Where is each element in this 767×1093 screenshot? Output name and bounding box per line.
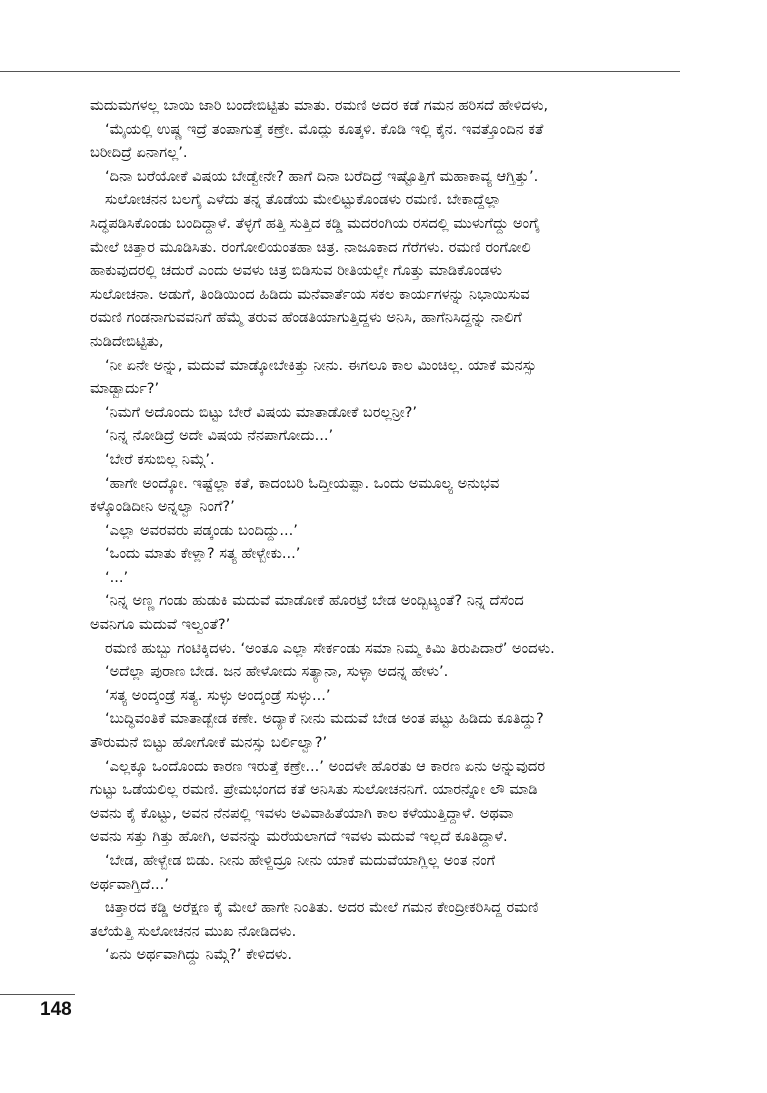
text-line: ಕಳ್ಕೊಂಡಿದೀನಿ ಅನ್ನಲ್ವಾ ನಿಂಗೆ?’ (90, 498, 235, 516)
text-line: ‘ಸತ್ಯ ಅಂದ್ಕಂಡ್ರೆ ಸತ್ಯ. ಸುಳ್ಳು ಅಂದ್ಕಂಡ್ರೆ ಸುಳ್ಳು...’ (105, 686, 331, 704)
text-line: ‘ಬೇರೆ ಕಸುಬಿಲ್ಲ ನಿಮ್ಗೆ’. (105, 450, 215, 468)
text-line: ‘ಎಲ್ಲಾ ಅವರವರು ಪಡ್ಕಂಡು ಬಂದಿದ್ದು...’ (105, 521, 298, 539)
text-line: ‘ಎಲ್ಲಕ್ಕೂ ಒಂದೊಂದು ಕಾರಣ ಇರುತ್ತೆ ಕಣ್ರೇ...’ ಅಂದಳೇ ಹೊರತು ಆ ಕಾರಣ ಏನು ಅನ್ನುವುದರ (105, 757, 546, 775)
text-line: ಮದುಮಗಳಲ್ಲ ಬಾಯಿ ಜಾರಿ ಬಂದೇಬಿಟ್ಟಿತು ಮಾತು. ರಮಣಿ ಅದರ ಕಡೆ ಗಮನ ಹರಿಸದೆ ಹೇಳಿದಳು, (90, 97, 549, 114)
text-line: ‘ಹಾಗೇ ಅಂದ್ಕೋ. ಇಷ್ಟೆಲ್ಲಾ ಕತೆ, ಕಾದಂಬರಿ ಓದ್ತೀಯಪ್ಪಾ. ಒಂದು ಅಮೂಲ್ಯ ಅನುಭವ (105, 474, 500, 492)
text-line: ಅವನಿಗೂ ಮದುವೆ ಇಲ್ವಂತೆ?’ (90, 616, 231, 634)
text-line: ಗುಟ್ಟು ಒಡೆಯಲಿಲ್ಲ ರಮಣಿ. ಪ್ರೇಮಭಂಗದ ಕತೆ ಅನಿಸಿತು ಸುಲೋಚನನಿಗೆ. ಯಾರನ್ನೋ ಲೌ ಮಾಡಿ (90, 781, 538, 799)
text-line: ಅವನು ಕೈ ಕೊಟ್ಟು, ಅವನ ನೆನಪಲ್ಲಿ ಇವಳು ಅವಿವಾಹಿತೆಯಾಗಿ ಕಾಲ ಕಳೆಯುತ್ತಿದ್ದಾಳೆ. ಅಥವಾ (90, 804, 514, 822)
text-line: ಮೇಲೆ ಚಿತ್ತಾರ ಮೂಡಿಸಿತು. ರಂಗೋಲಿಯಂತಹಾ ಚಿತ್ರ. ನಾಜೂಕಾದ ಗೆರೆಗಳು. ರಮಣಿ ರಂಗೋಲಿ (90, 238, 531, 256)
footer-rule (0, 994, 75, 995)
text-line: ‘ಒಂದು ಮಾತು ಕೇಳ್ಲಾ? ಸತ್ಯ ಹೇಳ್ಬೇಕು...’ (105, 545, 301, 563)
text-line: ತೌರುಮನೆ ಬಿಟ್ಟು ಹೋಗೋಕೆ ಮನಸ್ಸು ಬರ್ಲಿಲ್ವಾ?’ (90, 734, 328, 752)
text-line: ‘ಬೇಡ, ಹೇಳ್ಬೇಡ ಬಿಡು. ನೀನು ಹೇಳ್ದಿದ್ರೂ ನೀನು ಯಾಕೆ ಮದುವೆಯಾಗ್ಲಿಲ್ಲ ಅಂತ ನಂಗೆ (105, 852, 496, 869)
text-line: ತಲೆಯೆತ್ತಿ ಸುಲೋಚನನ ಮುಖ ನೋಡಿದಳು. (90, 922, 297, 940)
text-line: ಅರ್ಥವಾಗ್ತಿದೆ...’ (90, 875, 169, 893)
text-line: ಹಾಕುವುದರಲ್ಲಿ ಚದುರೆ ಎಂದು ಅವಳು ಚಿತ್ರ ಬಿಡಿಸುವ ರೀತಿಯಲ್ಲೇ ಗೊತ್ತು ಮಾಡಿಕೊಂಡಳು (90, 262, 503, 280)
text-line: ‘ನಿನ್ನ ನೋಡಿದ್ರೆ ಅದೇ ವಿಷಯ ನೆನಪಾಗೋದು...’ (105, 427, 334, 445)
text-line: ‘ಅದೆಲ್ಲಾ ಪುರಾಣ ಬೇಡ. ಜನ ಹೇಳೋದು ಸತ್ಯಾನಾ, ಸುಳ್ಳಾ ಅದನ್ನ ಹೇಳು’. (105, 663, 449, 681)
text-line: ರಮಣಿ ಹುಬ್ಬು ಗಂಟಿಕ್ಕಿದಳು. ‘ಅಂತೂ ಎಲ್ಲಾ ಸೇರ್ಕಂಡು ಸಮಾ ನಿಮ್ಮ ಕಿಮಿ ತಿರುಪಿದಾರೆ’ ಅಂದಳು. (105, 639, 555, 657)
text-line: ‘ದಿನಾ ಬರೆಯೋಕೆ ವಿಷಯ ಬೇಡ್ವೇನೇ? ಹಾಗೆ ದಿನಾ ಬರೆದಿದ್ರೆ ಇಷ್ಟೊತ್ತಿಗೆ ಮಹಾಕಾವ್ಯ ಆಗ್ತಿತ್ತು’. (105, 167, 539, 185)
text-line: ‘ಬುದ್ಧಿವಂತಿಕೆ ಮಾತಾಡ್ಬೇಡ ಕಣೇ. ಅದ್ಯಾಕೆ ನೀನು ಮದುವೆ ಬೇಡ ಅಂತ ಪಟ್ಟು ಹಿಡಿದು ಕೂತಿದ್ದು? (105, 710, 544, 728)
text-line: ಚಿತ್ತಾರದ ಕಡ್ಡಿ ಅರೆಕ್ಷಣ ಕೈ ಮೇಲೆ ಹಾಗೇ ನಿಂತಿತು. ಅದರ ಮೇಲೆ ಗಮನ ಕೇಂದ್ರೀಕರಿಸಿದ್ದ ರಮಣಿ (105, 899, 539, 917)
text-line: ಸುಲೋಚನಾ. ಅಡುಗೆ, ತಿಂಡಿಯಿಂದ ಹಿಡಿದು ಮನೆವಾರ್ತೆಯ ಸಕಲ ಕಾರ್ಯಗಳನ್ನು ನಿಭಾಯಿಸುವ (90, 285, 530, 303)
text-line: ‘ಮೈಯಲ್ಲಿ ಉಷ್ಣ ಇದ್ರೆ ತಂಪಾಗುತ್ತೆ ಕಣ್ರೇ. ಮೊದ್ಲು ಕೂತ್ಕಳಿ. ಕೊಡಿ ಇಲ್ಲಿ ಕೈನ. ಇವತ್ತೊಂದಿನ ಕತೆ (105, 120, 544, 138)
text-line: ‘ಏನು ಅರ್ಥವಾಗಿದ್ದು ನಿಮ್ಗೆ?’ ಕೇಳಿದಳು. (105, 946, 292, 964)
text-line: ‘ನಿಮಗೆ ಅದೊಂದು ಬಿಟ್ಟು ಬೇರೆ ವಿಷಯ ಮಾತಾಡೋಕೆ ಬರಲ್ಲನ್ರೀ?’ (105, 403, 418, 421)
body-text (90, 94, 682, 967)
text-line: ಸಿದ್ಧಪಡಿಸಿಕೊಂಡು ಬಂದಿದ್ದಾಳೆ. ತೆಳ್ಳಗೆ ಹತ್ತಿ ಸುತ್ತಿದ ಕಡ್ಡಿ ಮದರಂಗಿಯ ರಸದಲ್ಲಿ ಮುಳುಗೆದ್ದು ಅಂಗೈ (90, 214, 541, 232)
text-line: ನುಡಿದೇಬಿಟ್ಟಿತು, (90, 332, 164, 350)
text-line: ಅವನು ಸತ್ತು ಗಿತ್ತು ಹೋಗಿ, ಅವನನ್ನು ಮರೆಯಲಾಗದೆ ಇವಳು ಮದುವೆ ಇಲ್ಲದೆ ಕೂತಿದ್ದಾಳೆ. (90, 828, 508, 846)
text-line: ‘ನೀ ಏನೇ ಅನ್ನು, ಮದುವೆ ಮಾಡ್ಕೋಬೇಕಿತ್ತು ನೀನು. ಈಗಲೂ ಕಾಲ ಮಿಂಚಿಲ್ಲ. ಯಾಕೆ ಮನಸ್ಸು (105, 356, 537, 374)
text-line: ರಮಣಿ ಗಂಡನಾಗುವವನಿಗೆ ಹೆಮ್ಮೆ ತರುವ ಹೆಂಡತಿಯಾಗುತ್ತಿದ್ದಳು ಅನಿಸಿ, ಹಾಗೆನಿಸಿದ್ದನ್ನು ನಾಲಿಗೆ (90, 309, 522, 327)
text-line: ‘ನಿನ್ನ ಅಣ್ಣ ಗಂಡು ಹುಡುಕಿ ಮದುವೆ ಮಾಡೋಕೆ ಹೊರಟ್ರೆ ಬೇಡ ಅಂದ್ಬಿಟ್ಯಂತೆ? ನಿನ್ನ ದೆಸೆಂದ (105, 592, 524, 610)
text-line: ಬರೀದಿದ್ರೆ ಏನಾಗಲ್ಲ’. (90, 144, 188, 162)
header-rule (0, 71, 680, 72)
text-line: ಮಾಡ್ಬಾರ್ದು?’ (90, 380, 160, 398)
page-number: 148 (40, 999, 72, 1020)
text-line: ‘...’ (105, 568, 129, 586)
text-line: ಸುಲೋಚನನ ಬಲಗೈ ಎಳೆದು ತನ್ನ ತೊಡೆಯ ಮೇಲಿಟ್ಟುಕೊಂಡಳು ರಮಣಿ. ಬೇಕಾದ್ದೆಲ್ಲಾ (105, 191, 502, 209)
